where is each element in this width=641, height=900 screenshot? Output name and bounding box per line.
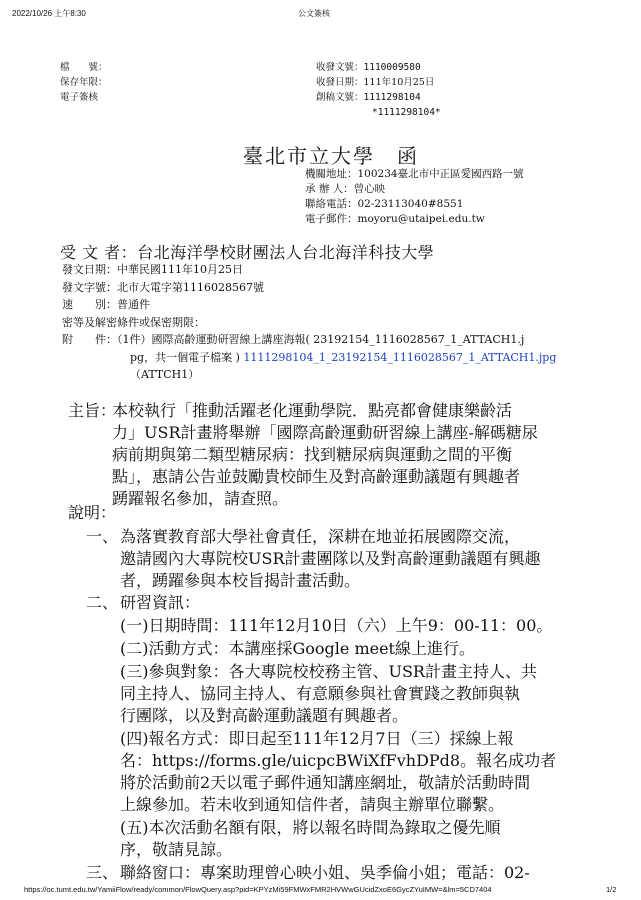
item2-sub2: (二)活動方式：本講座採Google meet線上進行。 xyxy=(120,639,475,658)
subject-line: 力」USR計畫將舉辦「國際高齡運動研習線上講座-解碼糖尿 xyxy=(112,423,538,442)
print-page-title: 公文簽核 xyxy=(298,9,330,18)
draft-no-2: *1111298104* xyxy=(372,107,441,118)
footer-page: 1/2 xyxy=(606,885,617,894)
explanation-label: 說明： xyxy=(68,503,117,522)
speed: 普通件 xyxy=(117,298,150,311)
item1-label: 一、 xyxy=(86,527,119,546)
top-right-meta xyxy=(316,60,441,120)
receiver-value: 台北海洋學校財團法人台北海洋科技大學 xyxy=(137,243,435,262)
item2-sub3-line: 行團隊，以及對高齡運動議題有興趣者。 xyxy=(120,706,409,725)
receiver-line xyxy=(60,240,434,263)
phone: 02-23113040#8551 xyxy=(357,198,464,210)
item2-label: 二、 xyxy=(86,593,119,612)
address: 100234臺北市中正區愛國西路一號 xyxy=(357,168,524,180)
speed-label: 速 別： xyxy=(62,298,117,311)
recv-no-label: 收發文號： xyxy=(316,62,364,73)
item2-sub4-line: (四)報名方式：即日起至111年12月7日（三）採線上報 xyxy=(120,729,514,748)
receiver-label: 受 文 者： xyxy=(60,243,138,262)
top-left-meta xyxy=(60,60,108,105)
address-label: 機關地址： xyxy=(305,168,358,180)
item2-sub4-line: 將於活動前2天以電子郵件通知講座網址，敬請於活動時間 xyxy=(120,773,531,792)
item2-sub3-line: (三)參與對象：各大專院校校務主管、USR計畫主持人、共 xyxy=(120,662,537,681)
item2-sub4-line: 上線參加。若未收到通知信件者，請與主辦單位聯繫。 xyxy=(120,795,505,814)
contact-label: 承 辦 人： xyxy=(305,183,354,195)
item1-line: 者，踴躍參與本校旨揭計畫活動。 xyxy=(120,571,361,590)
retention-label: 保存年限： xyxy=(60,77,108,88)
item2-sub5-line: (五)本次活動名額有限，將以報名時間為錄取之優先順 xyxy=(120,818,501,837)
recv-no: 1110009580 xyxy=(363,62,421,73)
print-timestamp: 2022/10/26 上午8:30 xyxy=(12,9,86,18)
item1-line: 邀請國內大專院校USR計畫團隊以及對高齡運動議題有興趣 xyxy=(120,549,541,568)
issue-date: 中華民國111年10月25日 xyxy=(117,263,243,276)
subject-line: 踴躍報名參加，請查照。 xyxy=(112,489,289,508)
sender-info xyxy=(305,167,524,227)
doc-title: 臺北市立大學 函 xyxy=(243,144,419,168)
subject-line: 點」，惠請公告並鼓勵貴校師生及對高齡運動議題有興趣者 xyxy=(112,467,521,486)
draft-no: 1111298104 xyxy=(363,92,421,103)
esign-label: 電子簽核 xyxy=(60,92,99,103)
item2-title: 研習資訊： xyxy=(120,593,201,612)
issue-no-label: 發文字號： xyxy=(62,280,117,294)
email: moyoru@utaipei.edu.tw xyxy=(357,213,485,225)
attach-line1: （1件）國際高齡運動研習線上講座海報( 23192154_1116028567_1_ATTACH1.j xyxy=(117,333,525,346)
attach-label: 附 件： xyxy=(62,333,117,346)
item2-sub5-line: 序，敬請見諒。 xyxy=(120,840,233,859)
recv-date-label: 收發日期： xyxy=(316,77,364,88)
draft-no-label: 創稿文號： xyxy=(316,92,364,103)
file-no-label: 檔 號： xyxy=(60,62,108,73)
issue-info xyxy=(62,261,556,384)
item2-sub3-line: 同主持人、協同主持人、有意願參與社會實踐之教師與執 xyxy=(120,684,521,703)
attach-line3: （ATTCH1） xyxy=(130,368,200,381)
recv-date: 111年10月25日 xyxy=(363,77,435,88)
footer-url: https://oc.tumt.edu.tw/YamiiFlow/ready/common/FlowQuery.asp?pid=KPYzMi59FMWxFMR2HVWwGUcidZxoE6GycZYuIMW=&lm=5CD7404 xyxy=(24,885,492,894)
item3-text: 聯絡窗口：專案助理曾心映小姐、吳季倫小姐；電話：02- xyxy=(120,863,530,882)
item2-sub1: (一)日期時間：111年12月10日（六）上午9：00-11：00。 xyxy=(120,616,553,635)
issue-date-label: 發文日期： xyxy=(62,263,117,276)
issue-no: 北市大電字第1116028567號 xyxy=(117,280,264,294)
attach-line2: pg，共一個電子檔案 ) xyxy=(130,350,244,364)
subject-line: 病前期與第二類型糖尿病：找到糖尿病與運動之間的平衡 xyxy=(112,445,513,464)
subject-line: 本校執行「推動活躍老化運動學院．點亮都會健康樂齡活 xyxy=(112,401,513,420)
item3-label: 三、 xyxy=(86,863,119,882)
phone-label: 聯絡電話： xyxy=(305,198,358,210)
secret-label: 密等及解密條件或保密期限： xyxy=(62,315,205,329)
contact: 曾心映 xyxy=(353,183,386,195)
email-label: 電子郵件： xyxy=(305,213,358,225)
attach-link[interactable]: 1111298104_1_23192154_1116028567_1_ATTACH1.jpg xyxy=(243,350,557,364)
item2-sub4-line: 名：https://forms.gle/uicpcBWiXfFvhDPd8。報名成功者 xyxy=(120,751,557,770)
subject-label: 主旨： xyxy=(68,401,117,420)
item1-line: 為落實教育部大學社會責任，深耕在地並拓展國際交流， xyxy=(120,527,521,546)
